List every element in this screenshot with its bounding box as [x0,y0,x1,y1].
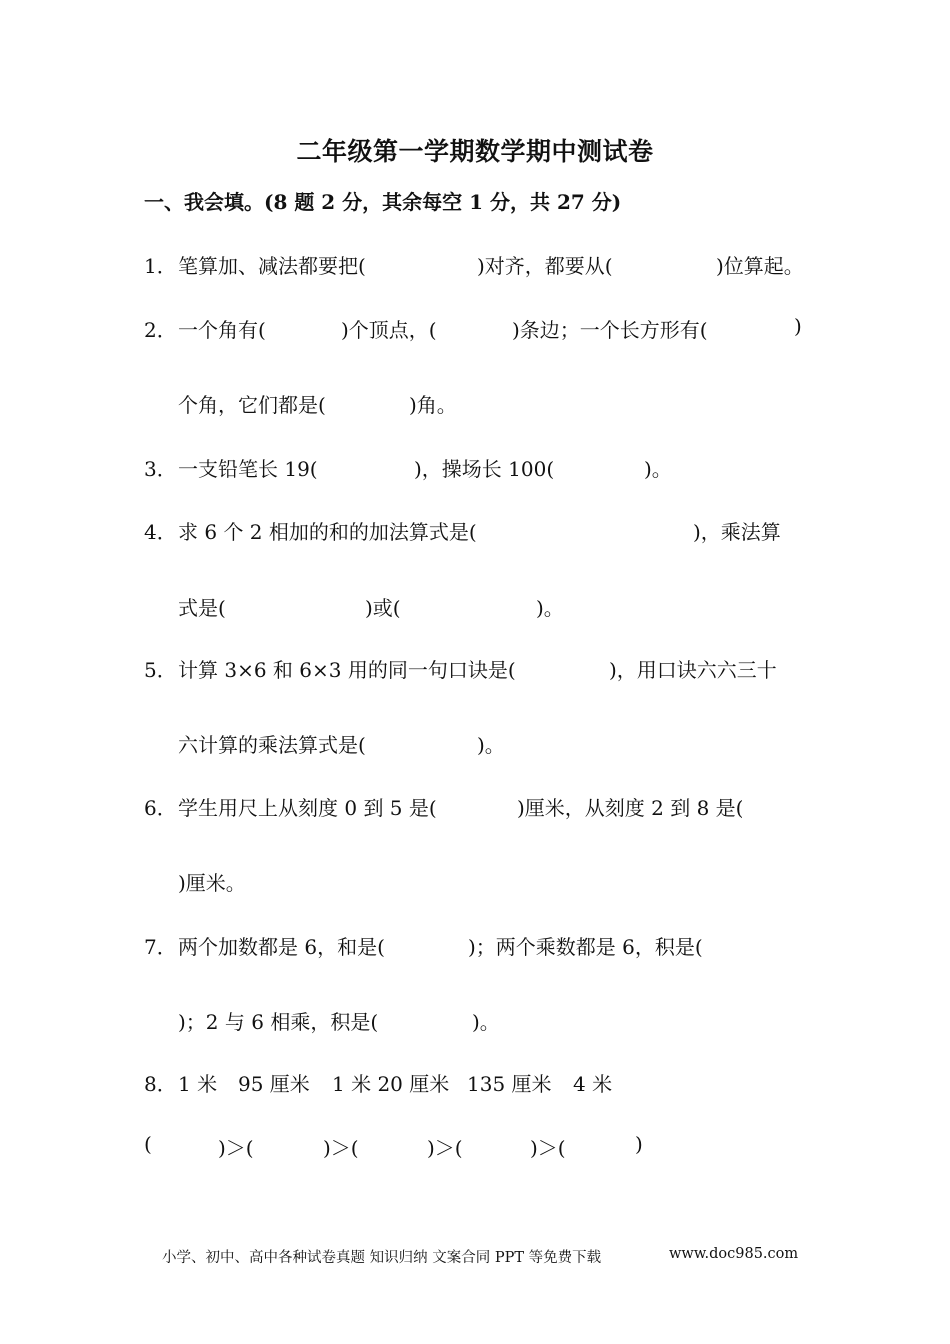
question-4-text-c: 式是( [178,596,226,620]
question-5-text-a: 计算 3×6 和 6×3 用的同一句口诀是( [178,658,516,682]
compare-bracket: ( [144,1132,152,1156]
question-2-text-f: )角。 [409,393,457,417]
question-4-number: 4． [144,520,177,544]
question-3-text-c: )。 [644,457,672,481]
question-6-text-b: )厘米，从刻度 2 到 8 是( [517,796,744,820]
question-6-text-c: )厘米。 [178,871,246,895]
question-1-number: 1． [144,254,177,278]
question-3-number: 3． [144,457,177,481]
question-5-text-b: )，用口诀六六三十 [609,658,777,682]
question-7-text-d: )。 [472,1010,500,1034]
question-2-text-e: 个角，它们都是( [178,393,326,417]
question-1-text-c: )位算起。 [716,254,804,278]
question-5-text-d: )。 [477,733,505,757]
question-7-text-a: 两个加数都是 6，和是( [178,935,385,959]
length-item: 4 米 [573,1072,613,1096]
question-5-number: 5． [144,658,177,682]
compare-bracket: )＞( [323,1136,359,1160]
page-title: 二年级第一学期数学期中测试卷 [296,137,654,166]
question-7-number: 7． [144,935,177,959]
question-3-text-b: )，操场长 100( [414,457,555,481]
question-1-text-a: 笔算加、减法都要把( [178,254,366,278]
question-4-text-e: )。 [536,596,564,620]
compare-bracket: )＞( [530,1136,566,1160]
length-item: 95 厘米 [238,1072,310,1096]
question-8-number: 8． [144,1072,177,1096]
question-4-text-b: )，乘法算 [693,520,781,544]
length-item: 1 米 20 厘米 [332,1072,450,1096]
question-2-text-b: )个顶点，( [341,318,437,342]
question-4-text-a: 求 6 个 2 相加的和的加法算式是( [178,520,477,544]
length-item: 1 米 [178,1072,218,1096]
question-6-number: 6． [144,796,177,820]
question-4-text-d: )或( [365,596,401,620]
footer-text: 小学、初中、高中各种试卷真题 知识归纳 文案合同 PPT 等免费下载 [162,1250,602,1266]
section-heading: 一、我会填。(8 题 2 分，其余每空 1 分，共 27 分) [144,190,622,214]
question-3-text-a: 一支铅笔长 19( [178,457,318,481]
question-7-text-c: )；2 与 6 相乘，积是( [178,1010,379,1034]
question-2-text-d: ) [794,314,802,338]
question-2-number: 2． [144,318,177,342]
footer-url[interactable]: www.doc985.com [669,1246,799,1262]
question-6-text-a: 学生用尺上从刻度 0 到 5 是( [178,796,437,820]
compare-bracket: ) [635,1132,643,1156]
question-5-text-c: 六计算的乘法算式是( [178,733,366,757]
question-2-text-c: )条边；一个长方形有( [512,318,708,342]
question-2-text-a: 一个角有( [178,318,266,342]
question-7-text-b: )；两个乘数都是 6，积是( [468,935,703,959]
length-item: 135 厘米 [467,1072,552,1096]
question-1-text-b: )对齐，都要从( [477,254,613,278]
compare-bracket: )＞( [427,1136,463,1160]
compare-bracket: )＞( [218,1136,254,1160]
